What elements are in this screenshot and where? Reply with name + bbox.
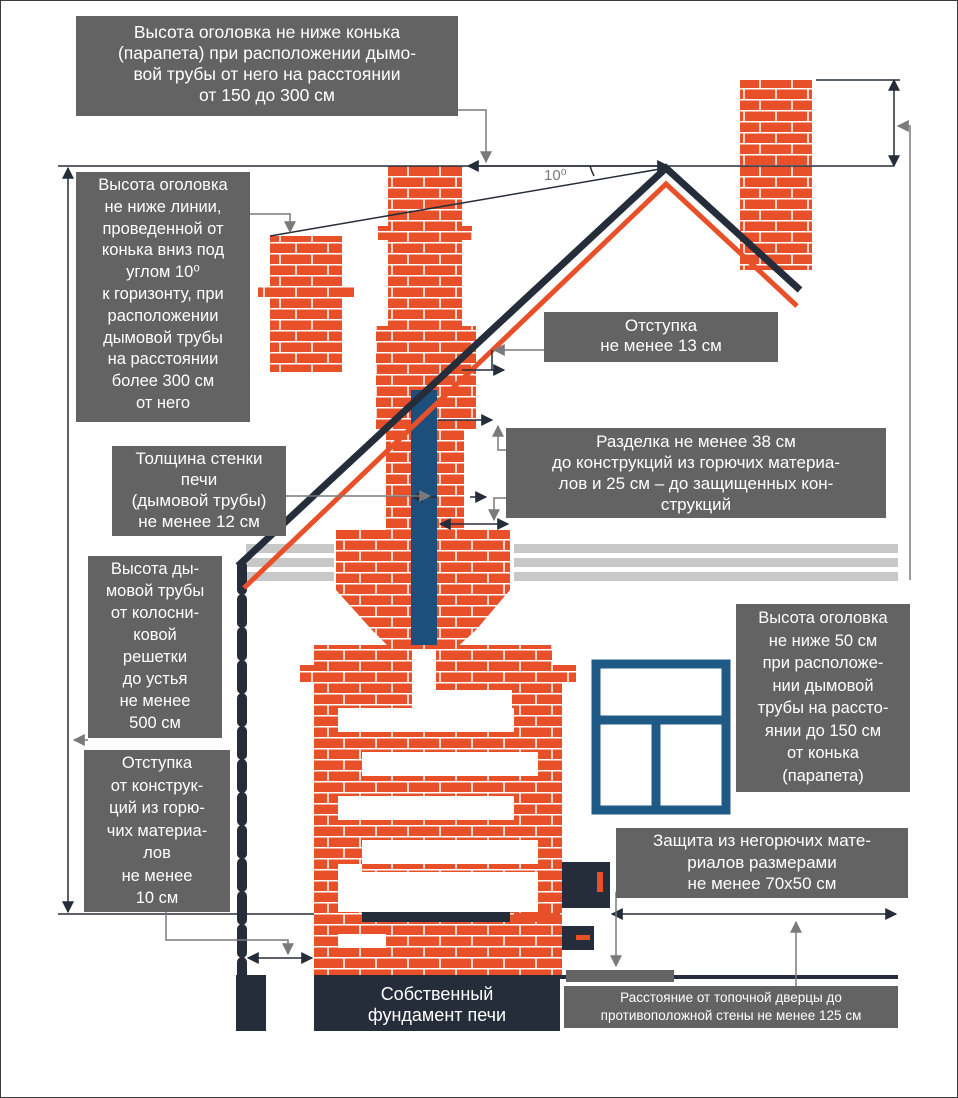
grate: [362, 912, 510, 922]
protection-sheet: [566, 970, 674, 982]
insulation-right: [514, 544, 898, 581]
label-angle-line: Высота оголовка не ниже линии, проведенной от конька вниз под углом 10⁰ к горизонту, при расположении дымовой трубы на расстоянии более 300 см от него: [76, 172, 250, 422]
label-top-parapet: Высота оголовка не ниже конька (парапета) при расположении дымо- вой трубы от него на расстоянии от 150 до 300 см: [76, 16, 458, 116]
ash-door: [562, 926, 594, 950]
flue-channel: [411, 390, 437, 645]
firebox-door: [562, 862, 610, 908]
label-cutting-38: Разделка не менее 38 см до конструкций из горючих материа- лов и 25 см – до защищенных кон- струкций: [506, 428, 886, 518]
wall-foundation: [236, 975, 266, 1031]
label-firebox-distance: Расстояние от топочной дверцы до противоположной стены не менее 125 см: [564, 986, 898, 1028]
window: [596, 664, 726, 810]
label-protection: Защита из негорючих мате- риалов размерами не менее 70х50 см: [616, 828, 908, 898]
label-foundation: Собственный фундамент печи: [367, 984, 507, 1025]
label-chimney-height: Высота ды- мовой трубы от колосни- ковой решетки до устья не менее 500 см: [88, 556, 222, 738]
label-wall-thickness: Толщина стенки печи (дымовой трубы) не менее 12 см: [112, 446, 286, 536]
angle-mark: 10⁰: [544, 167, 567, 184]
grate-right: [514, 913, 560, 922]
label-setback-10: Отступка от конструк- ций из горю- чих материа- лов не менее 10 см: [84, 750, 230, 912]
label-head-50: Высота оголовка не ниже 50 см при расположе- нии дымовой трубы на рассто- янии до 150 см от конька (парапета): [736, 604, 910, 792]
left-chimney: [258, 236, 354, 372]
angle-arc: [590, 166, 594, 176]
label-setback-13: Отступка не менее 13 см: [544, 312, 778, 362]
